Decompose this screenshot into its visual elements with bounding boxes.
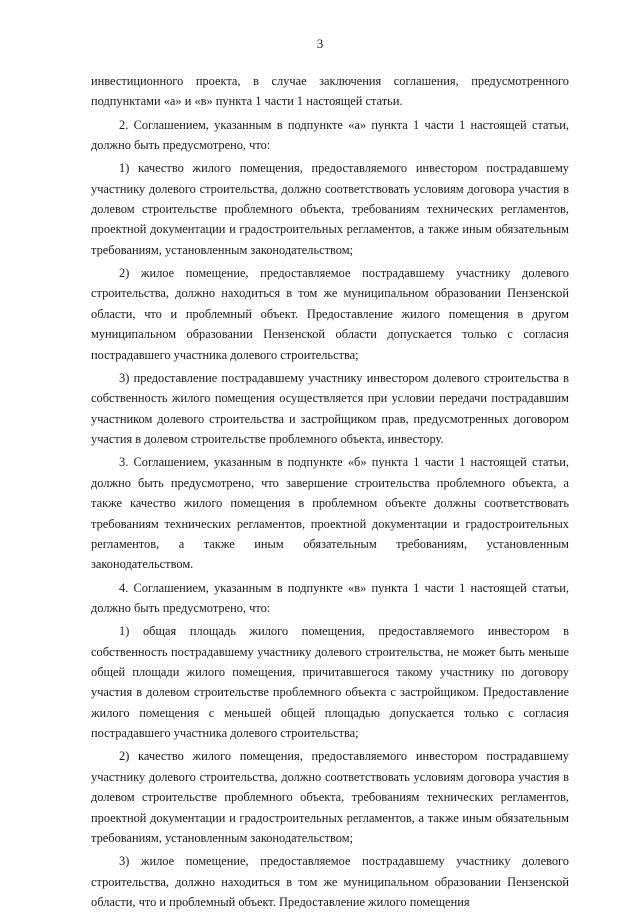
paragraph-part-2-item-2: 2) жилое помещение, предоставляемое пострадавшему участнику долевого строительства, должно находиться в том же муниципальном образовании Пензенской области, что и проблемный объект. Предоставление жилого помещения в другом муниципальном образовании Пензенской области допускается только с согласия пострадавшего участника долевого строительства; <box>91 266 569 362</box>
paragraph-part-4: 4. Соглашением, указанным в подпункте «в» пункта 1 части 1 настоящей статьи, должно быть предусмотрено, что: <box>91 580 569 615</box>
paragraph-part-2-item-1: 1) качество жилого помещения, предоставляемого инвестором пострадавшему участнику долевого строительства, должно соответствовать условиям договора участия в долевом строительстве проблемного объекта, требованиям технических регламентов, проектной документации и градостроительных регламентов, а также иным обязательным требованиям, установленным законодательством; <box>91 161 569 257</box>
paragraph-continuation: инвестиционного проекта, в случае заключения соглашения, предусмотренного подпунктами «а» и «в» пункта 1 части 1 настоящей статьи. <box>91 74 569 109</box>
paragraph-part-4-item-1: 1) общая площадь жилого помещения, предоставляемого инвестором в собственность пострадавшему участнику долевого строительства, не может быть меньше общей площади жилого помещения, причитавшегося такому участнику по договору участия в долевом строительстве проблемного объекта с застройщиком. Предоставление жилого помещения с меньшей общей площадью допускается только с согласия пострадавшего участника долевого строительства; <box>91 624 569 741</box>
document-body <box>91 71 569 912</box>
paragraph-part-2: 2. Соглашением, указанным в подпункте «а» пункта 1 части 1 настоящей статьи, должно быть предусмотрено, что: <box>91 117 569 153</box>
paragraph-part-4-item-3: 3) жилое помещение, предоставляемое пострадавшему участнику долевого строительства, должно находиться в том же муниципальном образовании Пензенской области, что и проблемный объект. Предоставление жилого помещения <box>91 854 569 910</box>
paragraph-part-3: 3. Соглашением, указанным в подпункте «б» пункта 1 части 1 настоящей статьи, должно быть предусмотрено, что завершение строительства проблемного объекта, а также качество жилого помещения в проблемном объекте должны соответствовать требованиям технических регламентов, проектной документации и градостроительных регламентов, а также иным обязательным требованиям, установленным законодательством. <box>91 455 569 572</box>
paragraph-part-4-item-2: 2) качество жилого помещения, предоставляемого инвестором пострадавшему участнику долевого строительства, должно соответствовать условиям договора участия в долевом строительстве проблемного объекта, требованиям технических регламентов, проектной документации и градостроительных регламентов, а также иным обязательным требованиям, установленным законодательством; <box>91 749 569 845</box>
page-number: 3 <box>316 36 324 51</box>
paragraph-part-2-item-3: 3) предоставление пострадавшему участнику инвестором долевого строительства в собственность жилого помещения осуществляется при условии передачи пострадавшим участником долевого строительства и застройщиком прав, предусмотренных договором участия в долевом строительстве проблемного объекта, инвестору. <box>91 370 569 447</box>
